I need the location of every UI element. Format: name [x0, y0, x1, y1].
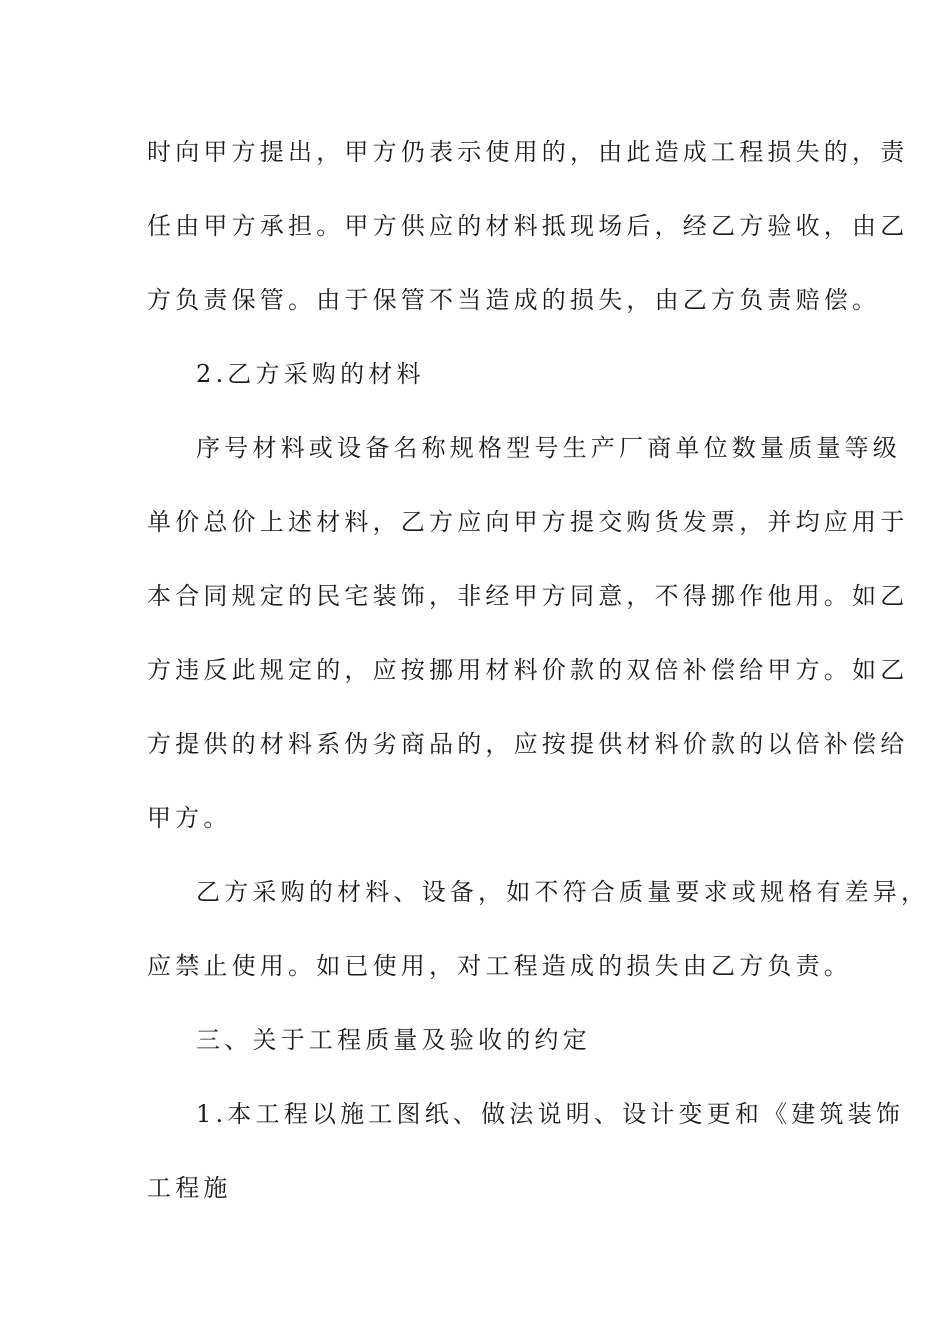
paragraph-line: 乙方采购的材料、设备，如不符合质量要求或规格有差异，: [196, 878, 930, 906]
paragraph-line: 甲方。: [147, 804, 232, 832]
paragraph-line: 1.本工程以施工图纸、做法说明、设计变更和《建筑装饰: [196, 1100, 905, 1128]
paragraph-line: 方提供的材料系伪劣商品的，应按提供材料价款的以倍补偿给: [147, 730, 909, 758]
paragraph-line: 工程施: [147, 1174, 232, 1202]
section-heading: 2.乙方采购的材料: [196, 360, 425, 388]
paragraph-line: 时向甲方提出，甲方仍表示使用的，由此造成工程损失的，责: [147, 138, 909, 166]
paragraph-line: 单价总价上述材料，乙方应向甲方提交购货发票，并均应用于: [147, 508, 909, 536]
paragraph-line: 序号材料或设备名称规格型号生产厂商单位数量质量等级: [196, 434, 901, 462]
section-heading: 三、关于工程质量及验收的约定: [196, 1026, 591, 1054]
paragraph-line: 方负责保管。由于保管不当造成的损失，由乙方负责赔偿。: [147, 286, 881, 314]
paragraph-line: 本合同规定的民宅装饰，非经甲方同意，不得挪作他用。如乙: [147, 582, 909, 610]
paragraph-line: 方违反此规定的，应按挪用材料价款的双倍补偿给甲方。如乙: [147, 656, 909, 684]
paragraph-line: 任由甲方承担。甲方供应的材料抵现场后，经乙方验收，由乙: [147, 212, 909, 240]
paragraph-line: 应禁止使用。如已使用，对工程造成的损失由乙方负责。: [147, 952, 852, 980]
